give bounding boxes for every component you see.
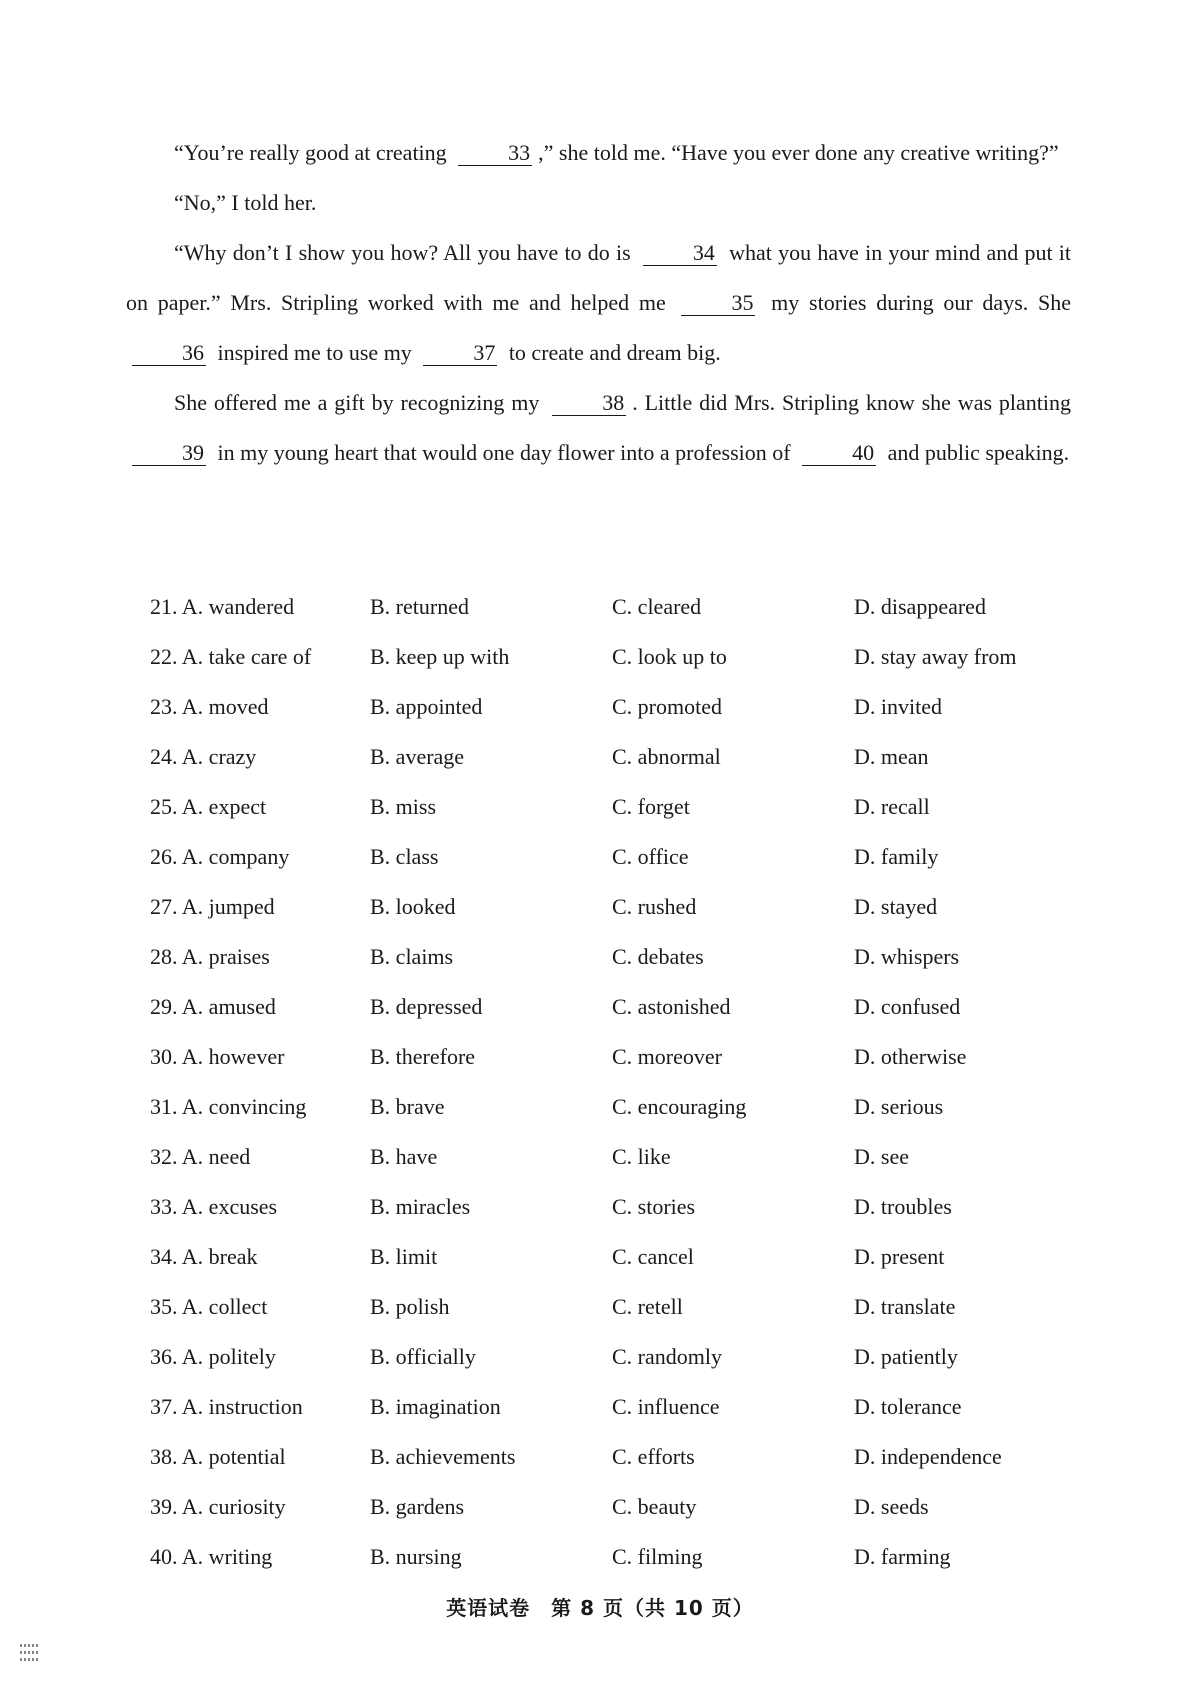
option-row-35 [150, 1282, 1080, 1332]
option-a: 39. A. curiosity [150, 1494, 286, 1519]
text-span: “No,” I told her. [174, 190, 317, 215]
text-span: ,” she told me. “Have you ever done any creative writing?” [538, 140, 1059, 165]
option-a: 38. A. potential [150, 1444, 286, 1469]
page-footer: 英语试卷 第 8 页（共 10 页） [446, 1596, 754, 1620]
option-d: D. invited [854, 694, 942, 719]
text-span: “Why don’t I show you how? All you have to do is [174, 240, 637, 265]
option-b: B. officially [370, 1344, 476, 1369]
option-d: D. independence [854, 1444, 1002, 1469]
option-c: C. cancel [612, 1244, 694, 1269]
option-c: C. rushed [612, 894, 697, 919]
blank-35: 35 [681, 291, 755, 316]
option-d: D. troubles [854, 1194, 952, 1219]
answer-options [150, 582, 1080, 1582]
paragraph-1 [126, 128, 1071, 178]
option-d: D. tolerance [854, 1394, 962, 1419]
option-a: 34. A. break [150, 1244, 258, 1269]
option-row-38 [150, 1432, 1080, 1482]
option-row-32 [150, 1132, 1080, 1182]
option-c: C. retell [612, 1294, 683, 1319]
text-span: what you have in your mind and put it on paper.” Mrs. Stripling worked with me and helped me [126, 240, 1072, 315]
option-d: D. patiently [854, 1344, 958, 1369]
option-d: D. whispers [854, 944, 960, 969]
option-a: 33. A. excuses [150, 1194, 278, 1219]
option-b: B. appointed [370, 694, 483, 719]
text-span: in my young heart that would one day flower into a profession of [212, 440, 797, 465]
paragraph-2 [126, 178, 1071, 228]
option-b: B. depressed [370, 994, 483, 1019]
option-c: C. like [612, 1144, 671, 1169]
option-a: 22. A. take care of [150, 644, 312, 669]
option-b: B. nursing [370, 1544, 462, 1569]
option-row-21 [150, 582, 1080, 632]
option-a: 35. A. collect [150, 1294, 268, 1319]
option-b: B. achievements [370, 1444, 516, 1469]
option-row-24 [150, 732, 1080, 782]
option-c: C. randomly [612, 1344, 722, 1369]
blank-37: 37 [423, 341, 497, 366]
option-b: B. brave [370, 1094, 445, 1119]
option-row-36 [150, 1332, 1080, 1382]
option-row-26 [150, 832, 1080, 882]
option-row-31 [150, 1082, 1080, 1132]
text-span: to create and dream big. [503, 340, 721, 365]
option-row-25 [150, 782, 1080, 832]
text-span: “You’re really good at creating [174, 140, 453, 165]
option-row-22 [150, 632, 1080, 682]
option-d: D. farming [854, 1544, 951, 1569]
option-row-27 [150, 882, 1080, 932]
option-a: 26. A. company [150, 844, 290, 869]
option-b: B. miss [370, 794, 437, 819]
option-row-37 [150, 1382, 1080, 1432]
option-c: C. stories [612, 1194, 696, 1219]
option-c: C. forget [612, 794, 690, 819]
option-b: B. looked [370, 894, 456, 919]
text-span: . Little did Mrs. Stripling know she was planting [632, 390, 1071, 415]
option-row-33 [150, 1182, 1080, 1232]
option-row-29 [150, 982, 1080, 1032]
option-a: 31. A. convincing [150, 1094, 307, 1119]
option-d: D. family [854, 844, 939, 869]
option-a: 30. A. however [150, 1044, 285, 1069]
option-c: C. debates [612, 944, 704, 969]
option-d: D. otherwise [854, 1044, 967, 1069]
option-d: D. translate [854, 1294, 956, 1319]
option-a: 23. A. moved [150, 694, 269, 719]
option-b: B. miracles [370, 1194, 471, 1219]
option-b: B. gardens [370, 1494, 465, 1519]
option-c: C. filming [612, 1544, 703, 1569]
scan-artifact-icon [20, 1640, 42, 1668]
text-span: inspired me to use my [212, 340, 418, 365]
option-d: D. recall [854, 794, 930, 819]
option-row-40 [150, 1532, 1080, 1582]
option-d: D. serious [854, 1094, 944, 1119]
option-b: B. have [370, 1144, 438, 1169]
option-b: B. average [370, 744, 465, 769]
text-span: and public speaking. [882, 440, 1070, 465]
option-b: B. polish [370, 1294, 450, 1319]
option-d: D. present [854, 1244, 945, 1269]
option-c: C. efforts [612, 1444, 695, 1469]
paragraph-4 [126, 378, 1071, 478]
option-d: D. mean [854, 744, 929, 769]
text-span: my stories during our days. She [761, 290, 1071, 315]
option-a: 21. A. wandered [150, 594, 295, 619]
option-c: C. promoted [612, 694, 722, 719]
option-d: D. confused [854, 994, 961, 1019]
blank-33: 33 [458, 141, 532, 166]
option-d: D. disappeared [854, 594, 986, 619]
option-a: 36. A. politely [150, 1344, 276, 1369]
option-c: C. office [612, 844, 689, 869]
option-d: D. stayed [854, 894, 938, 919]
option-c: C. beauty [612, 1494, 697, 1519]
blank-38: 38 [552, 391, 626, 416]
option-b: B. therefore [370, 1044, 476, 1069]
option-row-30 [150, 1032, 1080, 1082]
option-a: 24. A. crazy [150, 744, 257, 769]
option-b: B. returned [370, 594, 469, 619]
option-row-34 [150, 1232, 1080, 1282]
cloze-passage [126, 128, 1071, 478]
option-d: D. see [854, 1144, 909, 1169]
option-b: B. keep up with [370, 644, 510, 669]
paragraph-3 [126, 228, 1071, 378]
option-row-39 [150, 1482, 1080, 1532]
option-b: B. claims [370, 944, 454, 969]
option-a: 37. A. instruction [150, 1394, 303, 1419]
option-c: C. moreover [612, 1044, 722, 1069]
option-c: C. look up to [612, 644, 727, 669]
option-a: 28. A. praises [150, 944, 270, 969]
option-a: 40. A. writing [150, 1544, 273, 1569]
option-b: B. class [370, 844, 439, 869]
text-span: She offered me a gift by recognizing my [174, 390, 547, 415]
option-row-23 [150, 682, 1080, 732]
option-d: D. stay away from [854, 644, 1017, 669]
option-row-28 [150, 932, 1080, 982]
option-a: 25. A. expect [150, 794, 267, 819]
option-a: 32. A. need [150, 1144, 251, 1169]
option-b: B. limit [370, 1244, 438, 1269]
option-c: C. influence [612, 1394, 720, 1419]
option-a: 27. A. jumped [150, 894, 275, 919]
blank-36: 36 [132, 341, 206, 366]
option-c: C. astonished [612, 994, 731, 1019]
option-c: C. cleared [612, 594, 702, 619]
blank-40: 40 [802, 441, 876, 466]
option-b: B. imagination [370, 1394, 501, 1419]
blank-34: 34 [643, 241, 717, 266]
option-d: D. seeds [854, 1494, 929, 1519]
blank-39: 39 [132, 441, 206, 466]
option-c: C. encouraging [612, 1094, 747, 1119]
option-a: 29. A. amused [150, 994, 276, 1019]
option-c: C. abnormal [612, 744, 721, 769]
